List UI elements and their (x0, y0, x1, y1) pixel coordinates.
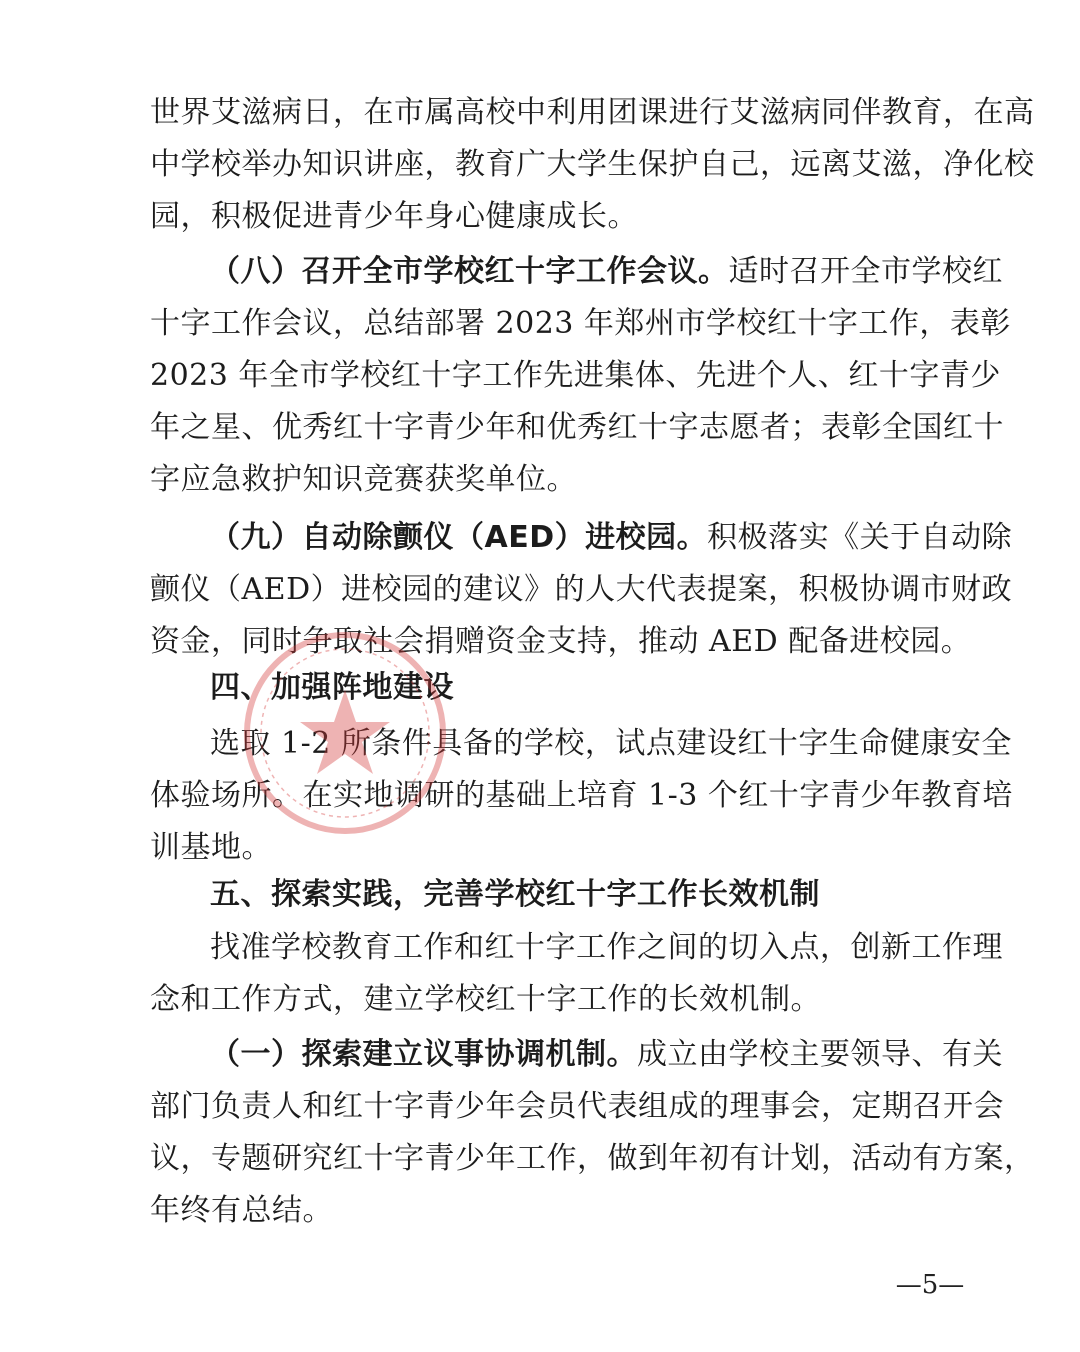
item-1-text: 成立由学校主要领导、有关 (637, 1037, 1003, 1072)
paragraph-line: 中学校举办知识讲座，教育广大学生保护自己，远离艾滋，净化校 (150, 147, 1035, 182)
section-4-heading: 四、加强阵地建设 (210, 670, 454, 705)
paragraph-line: 部门负责人和红十字青少年会员代表组成的理事会，定期召开会 (150, 1089, 1004, 1124)
item-9-text: 积极落实《关于自动除 (707, 520, 1013, 555)
paragraph-line: 找准学校教育工作和红十字工作之间的切入点，创新工作理 (210, 930, 1003, 965)
paragraph-line: 2023 年全市学校红十字工作先进集体、先进个人、红十字青少 (150, 358, 1001, 393)
item-9-heading: （九）自动除颤仪（AED）进校园。 (210, 520, 708, 555)
paragraph-line: 年终有总结。 (150, 1193, 333, 1228)
page-number: —5— (895, 1270, 965, 1300)
official-seal-stamp (240, 628, 450, 838)
item-1-heading: （一）探索建立议事协调机制。 (210, 1037, 637, 1072)
paragraph-line: 十字工作会议，总结部署 2023 年郑州市学校红十字工作，表彰 (150, 306, 1011, 341)
item-8-text: 适时召开全市学校红 (728, 254, 1003, 289)
paragraph-line: 园，积极促进青少年身心健康成长。 (150, 199, 638, 234)
paragraph-line: 字应急救护知识竞赛获奖单位。 (150, 462, 577, 497)
paragraph-line: 颤仪（AED）进校园的建议》的人大代表提案，积极协调市财政 (150, 572, 1013, 607)
paragraph-line: 念和工作方式，建立学校红十字工作的长效机制。 (150, 982, 821, 1017)
paragraph-line: 世界艾滋病日，在市属高校中利用团课进行艾滋病同伴教育，在高 (150, 95, 1035, 130)
paragraph-line: 年之星、优秀红十字青少年和优秀红十字志愿者；表彰全国红十 (150, 410, 1004, 445)
paragraph-line: 议，专题研究红十字青少年工作，做到年初有计划，活动有方案， (150, 1141, 1035, 1176)
paragraph-line: 选取 1-2 所条件具备的学校，试点建设红十字生命健康安全 (210, 726, 1012, 761)
item-8-heading: （八）召开全市学校红十字工作会议。 (210, 254, 729, 289)
item-8-first-line (210, 246, 1003, 298)
item-9-first-line (210, 512, 1013, 564)
paragraph-line: 训基地。 (150, 830, 272, 865)
paragraph-line: 体验场所。在实地调研的基础上培育 1-3 个红十字青少年教育培 (150, 778, 1013, 813)
section-5-heading: 五、探索实践，完善学校红十字工作长效机制 (210, 877, 820, 912)
paragraph-line: 资金，同时争取社会捐赠资金支持，推动 AED 配备进校园。 (150, 624, 972, 659)
item-1-first-line (210, 1029, 1003, 1081)
